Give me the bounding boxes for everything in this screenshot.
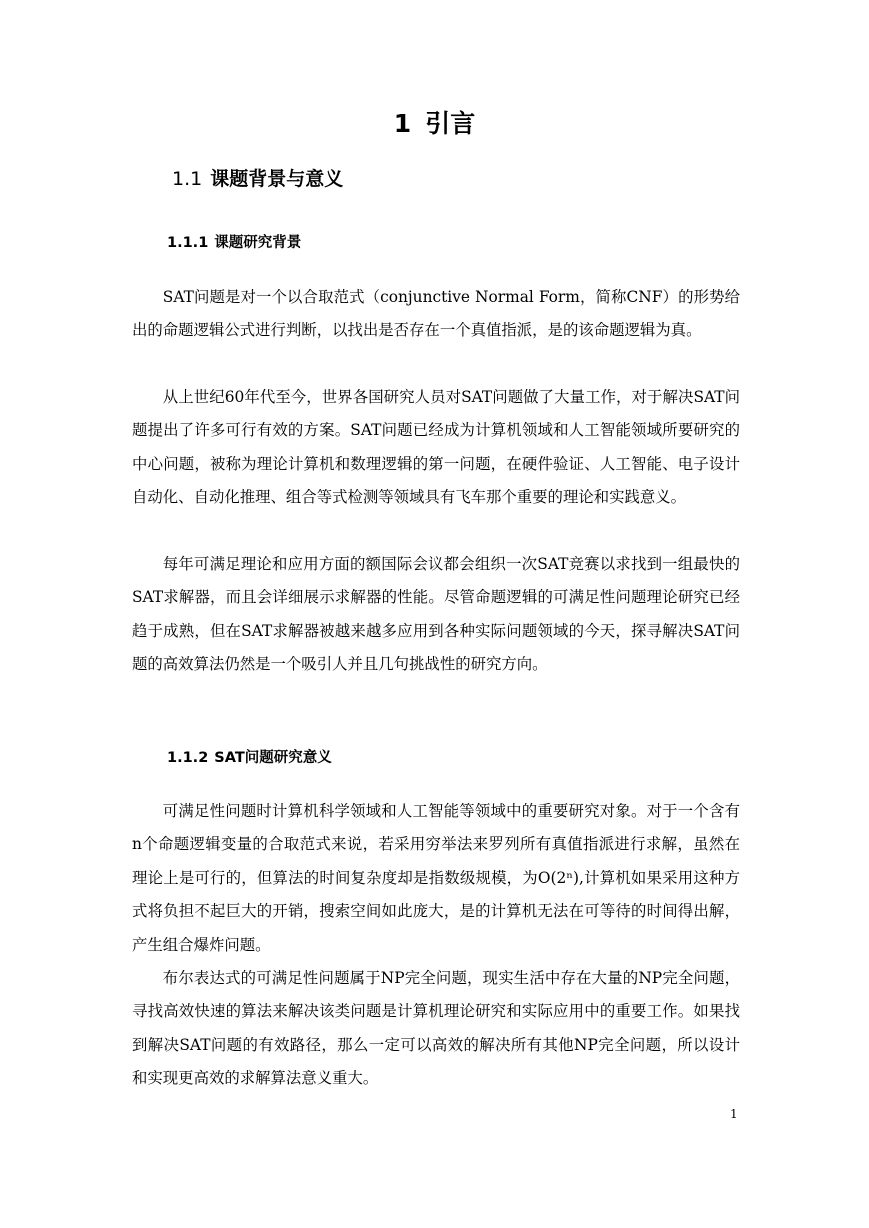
chapter-number: 1 — [393, 109, 412, 138]
subsection-title-text: SAT问题研究意义 — [214, 750, 332, 766]
chapter-title — [0, 106, 869, 142]
subsection-title-research-background — [167, 231, 301, 255]
section-title-text: 课题背景与意义 — [210, 168, 344, 190]
section-number: 1.1 — [172, 168, 203, 190]
section-title — [172, 164, 343, 194]
paragraph-sat-history: 从上世纪60年代至今，世界各国研究人员对SAT问题做了大量工作，对于解决SAT问题提出了许多可行有效的方案。SAT问题已经成为计算机领域和人工智能领域所要研究的中心问题，被称为理论计算机和数理逻辑的第一问题，在硬件验证、人工智能、电子设计自动化、自动化推理、组合等式检测等领域具有飞车那个重要的理论和实践意义。 — [132, 388, 740, 507]
paragraph-sat-competition: 每年可满足理论和应用方面的额国际会议都会组织一次SAT竞赛以求找到一组最快的SAT求解器，而且会详细展示求解器的性能。尽管命题逻辑的可满足性问题理论研究已经趋于成熟，但在SAT求解器被越来越多应用到各种实际问题领域的今天，探寻解决SAT问题的高效算法仍然是一个吸引人并且几句挑战性的研究方向。 — [132, 555, 740, 674]
page-number: 1 — [730, 1107, 738, 1121]
subsection-title-text: 课题研究背景 — [214, 235, 302, 251]
chapter-title-text: 引言 — [425, 109, 476, 138]
paragraph-sat-definition: SAT问题是对一个以合取范式（conjunctive Normal Form，简称CNF）的形势给出的命题逻辑公式进行判断，以找出是否存在一个真值指派，是的该命题逻辑为真。 — [132, 288, 740, 340]
paragraph-satisfiability-complexity: 可满足性问题时计算机科学领域和人工智能等领域中的重要研究对象。对于一个含有n个命题逻辑变量的合取范式来说，若采用穷举法来罗列所有真值指派进行求解，虽然在理论上是可行的，但算法的时间复杂度却是指数级规模，为O(2ⁿ),计算机如果采用这种方式将负担不起巨大的开销，搜索空间如此庞大，是的计算机无法在可等待的时间得出解，产生组合爆炸问题。 — [132, 802, 740, 954]
subsection-title-research-significance — [167, 746, 332, 770]
subsection-number: 1.1.2 — [167, 750, 209, 766]
paragraph-np-complete: 布尔表达式的可满足性问题属于NP完全问题，现实生活中存在大量的NP完全问题，寻找高效快速的算法来解决该类问题是计算机理论研究和实际应用中的重要工作。如果找到解决SAT问题的有效路径，那么一定可以高效的解决所有其他NP完全问题，所以设计和实现更高效的求解算法意义重大。 — [132, 969, 740, 1088]
subsection-number: 1.1.1 — [167, 235, 209, 251]
